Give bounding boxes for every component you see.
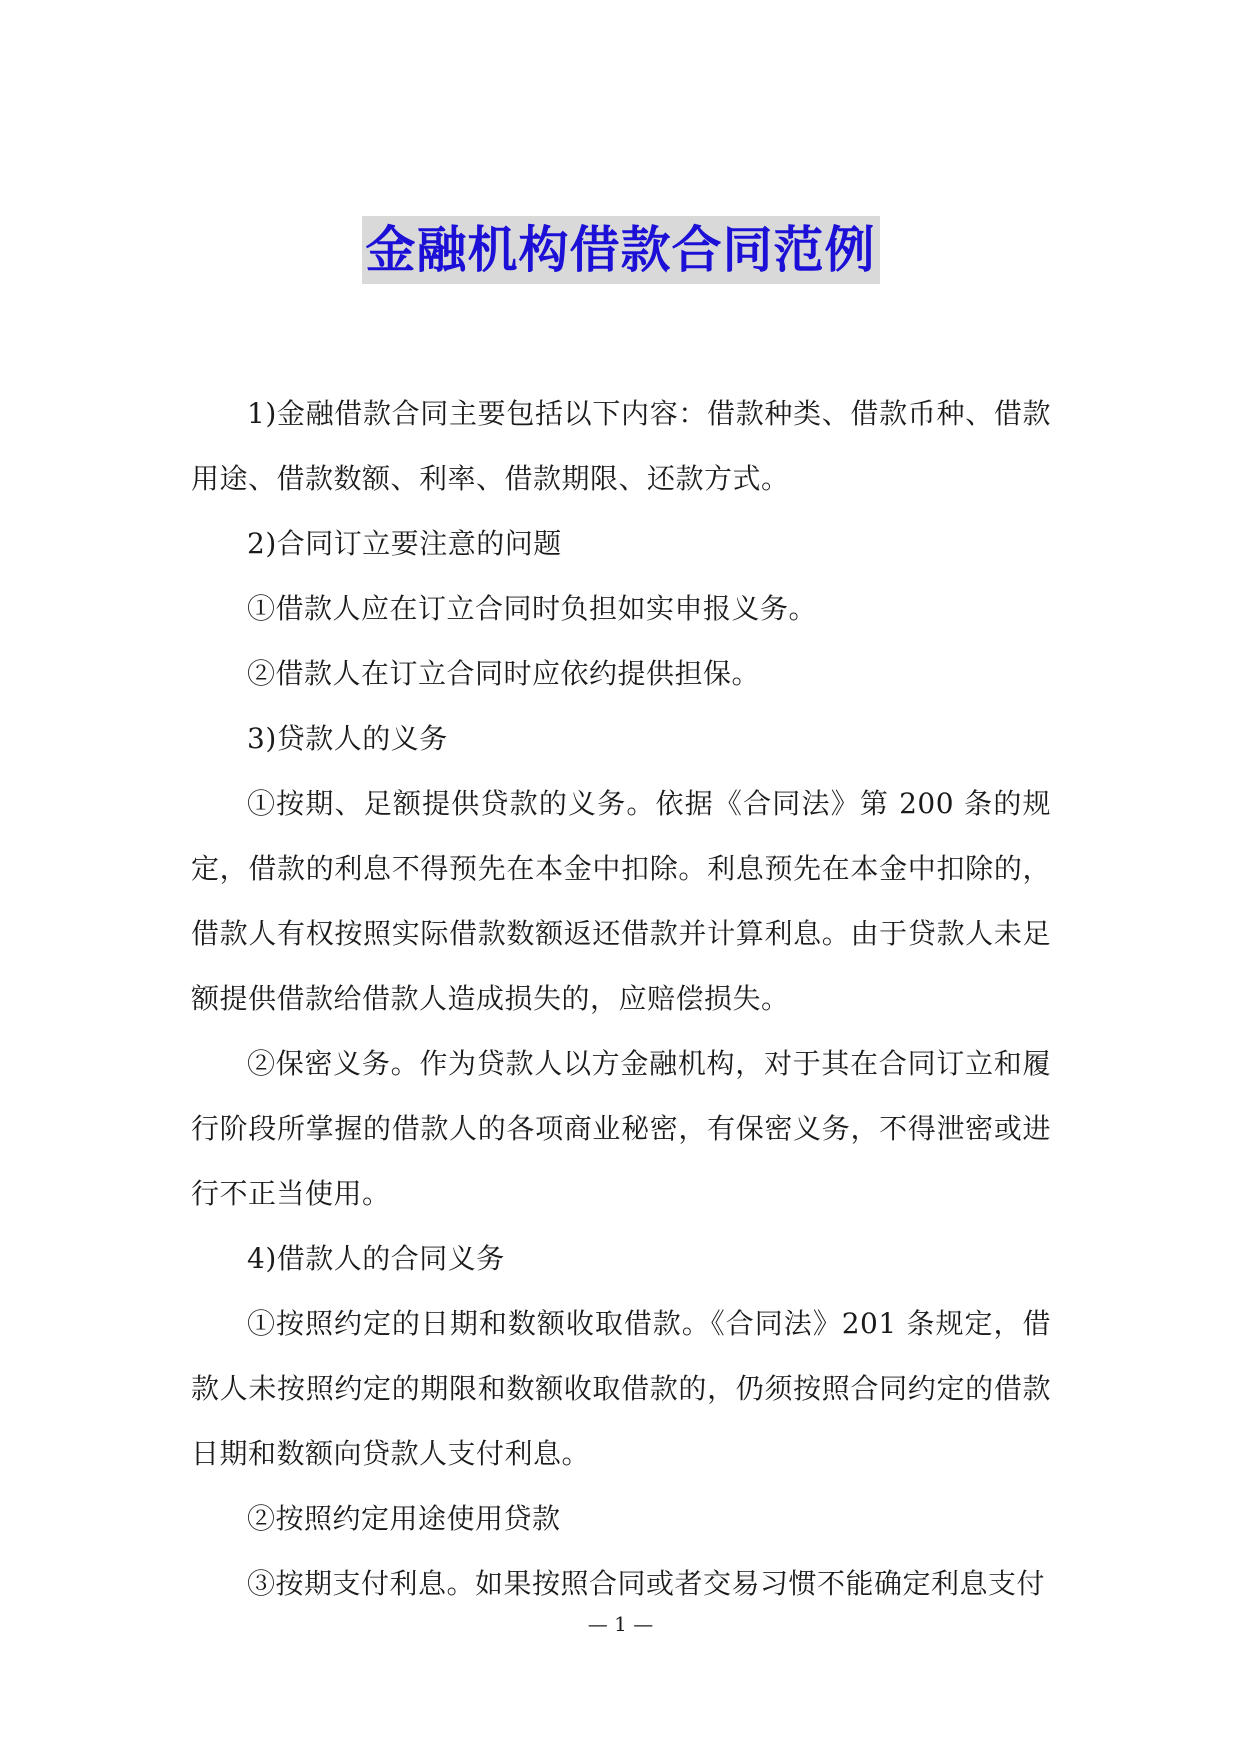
paragraph: ①按照约定的日期和数额收取借款。《合同法》201 条规定，借款人未按照约定的期限和数额收取借款的，仍须按照合同约定的借款日期和数额向贷款人支付利息。 <box>191 1307 1051 1470</box>
paragraph: ②保密义务。作为贷款人以方金融机构，对于其在合同订立和履行阶段所掌握的借款人的各项商业秘密，有保密义务，不得泄密或进行不正当使用。 <box>191 1047 1051 1210</box>
page-number: — 1 — <box>587 1612 654 1636</box>
paragraph: 1)金融借款合同主要包括以下内容：借款种类、借款币种、借款用途、借款数额、利率、借款期限、还款方式。 <box>191 397 1051 495</box>
paragraph: 4)借款人的合同义务 <box>247 1242 505 1275</box>
paragraph: ③按期支付利息。如果按照合同或者交易习惯不能确定利息支付 <box>247 1567 1046 1600</box>
paragraph: ①借款人应在订立合同时负担如实申报义务。 <box>247 592 818 625</box>
paragraph: 3)贷款人的义务 <box>247 722 448 755</box>
paragraph: ①按期、足额提供贷款的义务。依据《合同法》第 200 条的规定，借款的利息不得预先在本金中扣除。利息预先在本金中扣除的，借款人有权按照实际借款数额返还借款并计算利息。由于贷款人未足额提供借款给借款人造成损失的，应赔偿损失。 <box>191 787 1051 1015</box>
document-title: 金融机构借款合同范例 <box>362 216 880 284</box>
document-body <box>191 381 1051 1616</box>
paragraph: ②借款人在订立合同时应依约提供担保。 <box>247 657 761 690</box>
paragraph: ②按照约定用途使用贷款 <box>247 1502 561 1535</box>
title-container <box>0 216 1241 284</box>
paragraph: 2)合同订立要注意的问题 <box>247 527 562 560</box>
